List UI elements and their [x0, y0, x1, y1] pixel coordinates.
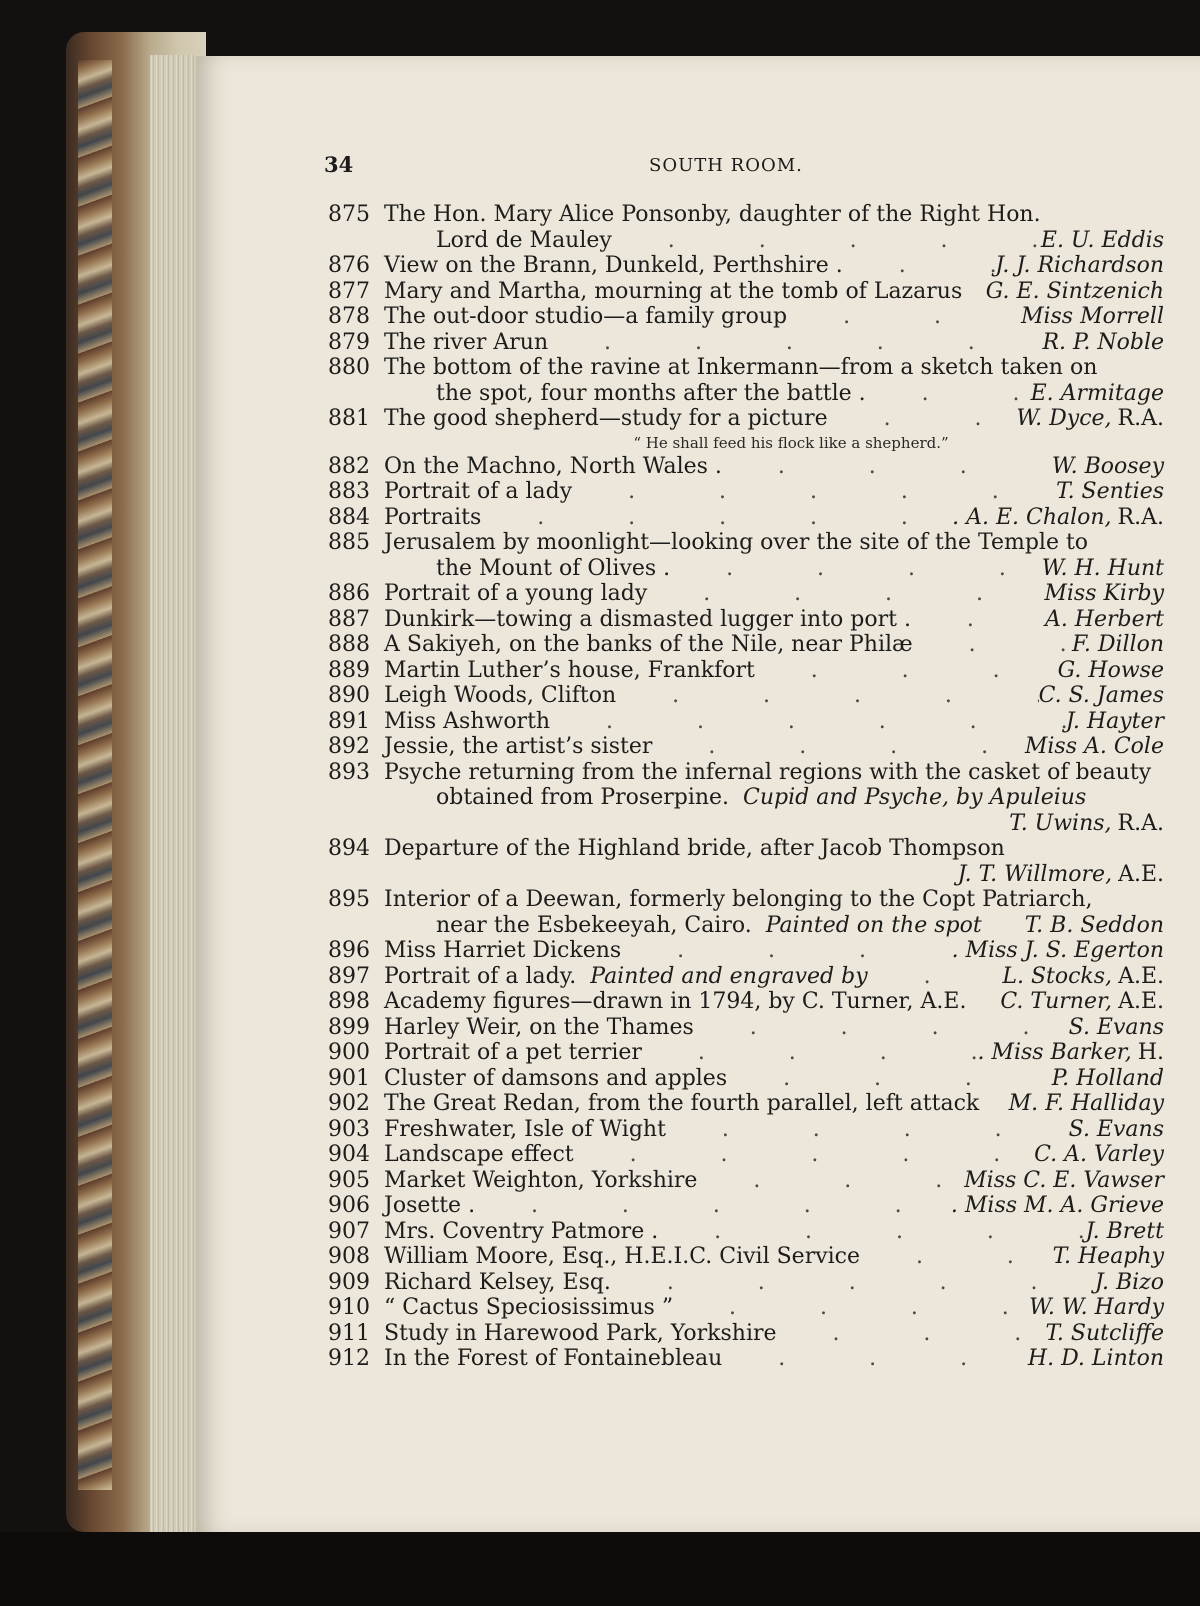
entry-line: [328, 1142, 1164, 1168]
entry-line: [328, 1321, 1164, 1347]
entry-title: Academy figures—drawn in 1794, by C. Turner, A.E.: [384, 989, 967, 1014]
entry-artist: Miss Morrell: [1020, 304, 1164, 329]
entry-line: [328, 505, 1164, 531]
entry-artist: . Miss M. A. Grieve: [950, 1193, 1164, 1218]
artist-distinction: R.A.: [1117, 406, 1164, 431]
entry-title: The good shepherd—study for a picture: [384, 406, 828, 431]
entry-title: Jessie, the artist’s sister: [384, 734, 653, 759]
leader-dots: [755, 658, 1058, 684]
entry-artist: Miss A. Cole: [1024, 734, 1164, 759]
catalogue-entry: [328, 304, 1164, 330]
entry-number: 908: [328, 1244, 370, 1269]
entry-title: Mrs. Coventry Patmore .: [384, 1218, 659, 1244]
catalogue-entry: [328, 1015, 1164, 1041]
leader-dots: [722, 1346, 1028, 1372]
entry-line: [328, 607, 1164, 633]
entry-number: 898: [328, 989, 370, 1014]
entry-line: [328, 1066, 1164, 1092]
entry-title: The Hon. Mary Alice Ponsonby, daughter of the Right Hon.: [384, 202, 1041, 227]
catalogue-entry: [328, 406, 1164, 454]
entry-title: The Great Redan, from the fourth parallel, left attack: [384, 1091, 980, 1116]
entry-title: Josette .: [384, 1193, 476, 1218]
leader-dots: [828, 406, 1017, 432]
catalogue-entry: [328, 709, 1164, 735]
entry-artist: J. Hayter: [1065, 708, 1164, 734]
leader-dots: [652, 734, 1024, 760]
entry-line: [328, 1193, 1164, 1219]
entry-title: Psyche returning from the infernal regions with the casket of beauty: [384, 759, 1152, 785]
catalogue-entry: [328, 279, 1164, 305]
entry-line: [328, 887, 1164, 913]
entry-number: 894: [328, 836, 370, 861]
leader-dots: [913, 632, 1072, 658]
entry-number: 881: [328, 406, 370, 431]
entry-number: 899: [328, 1014, 370, 1040]
entry-number: 885: [328, 530, 370, 555]
leader-dots: [612, 228, 1041, 254]
catalogue-entry: [328, 964, 1164, 990]
entry-number: 907: [328, 1218, 370, 1244]
catalogue-entry: [328, 1168, 1164, 1194]
entry-number: 910: [328, 1295, 370, 1320]
entry-line: [328, 683, 1164, 709]
entry-line: [328, 658, 1164, 684]
entry-title: “ Cactus Speciosissimus ”: [384, 1295, 674, 1320]
entry-line: [328, 734, 1164, 760]
entry-number: 880: [328, 355, 370, 380]
entry-artist: S. Evans: [1068, 1014, 1164, 1040]
catalogue-entry: [328, 1193, 1164, 1219]
entry-artist: T. Sutcliffe: [1045, 1320, 1164, 1346]
entry-artist: . Miss Barker,: [977, 1040, 1132, 1065]
catalogue-entry: [328, 760, 1164, 837]
artist-distinction: A.E.: [1118, 989, 1164, 1014]
background-shadow: [0, 1532, 1200, 1606]
artist-distinction: A.E.: [1118, 963, 1164, 989]
entry-line: [328, 581, 1164, 607]
leader-dots: [611, 1270, 1095, 1296]
leader-dots: [866, 381, 1031, 407]
catalogue-entry: [328, 607, 1164, 633]
leader-dots: [787, 304, 1021, 330]
leader-dots: [697, 1168, 964, 1194]
leader-dots: [647, 581, 1044, 607]
page-number: 34: [324, 152, 354, 177]
artist-distinction: R.A.: [1117, 810, 1164, 836]
entry-number: 889: [328, 657, 370, 683]
entry-line: [328, 406, 1164, 432]
entry-number: 895: [328, 887, 370, 912]
entry-line: [328, 785, 1164, 811]
leader-dots: [481, 505, 952, 531]
entry-line: [328, 304, 1164, 330]
entry-line: [328, 479, 1164, 505]
leader-dots: [727, 1066, 1052, 1092]
entry-title: Portrait of a pet terrier: [384, 1040, 642, 1065]
entry-line: [328, 1244, 1164, 1270]
artist-distinction: H.: [1137, 1040, 1164, 1065]
entry-number: 896: [328, 938, 370, 963]
entry-line: [328, 1040, 1164, 1066]
page-stack-edge: [150, 55, 198, 1535]
entry-line: [328, 454, 1164, 480]
catalogue-entry: [328, 836, 1164, 887]
entry-title: Miss Ashworth: [384, 708, 551, 734]
leader-dots: [722, 454, 1052, 480]
entry-number: 878: [328, 304, 370, 329]
entry-line: [328, 1091, 1164, 1117]
entry-title: Market Weighton, Yorkshire: [384, 1167, 698, 1193]
catalogue-entry: [328, 1270, 1164, 1296]
leader-dots: [621, 938, 951, 964]
catalogue-entry: [328, 1091, 1164, 1117]
leader-dots: [666, 1117, 1069, 1143]
entry-artist: [328, 811, 1164, 837]
entry-line: [328, 1219, 1164, 1245]
catalogue-entry: [328, 454, 1164, 480]
running-head: [324, 152, 864, 188]
entry-artist: Miss C. E. Vawser: [964, 1167, 1164, 1193]
entry-title: Study in Harewood Park, Yorkshire: [384, 1320, 777, 1346]
entry-line: [328, 913, 1164, 939]
entry-artist: C. A. Varley: [1034, 1142, 1164, 1167]
catalogue-entry: [328, 479, 1164, 505]
entry-number: 879: [328, 329, 370, 355]
artist-distinction: A.E.: [1118, 861, 1164, 887]
catalogue-entry: [328, 658, 1164, 684]
entry-line: [328, 556, 1164, 582]
entry-number: 883: [328, 479, 370, 504]
entry-number: 886: [328, 581, 370, 606]
entry-line: [328, 938, 1164, 964]
entry-artist: W. W. Hardy: [1029, 1295, 1164, 1320]
catalogue-entry: [328, 632, 1164, 658]
entry-artist: T. Heaphy: [1052, 1244, 1164, 1269]
entry-title: Portrait of a lady.: [384, 963, 577, 989]
entry-title-italic: Painted and engraved by: [590, 963, 868, 989]
entry-line: [328, 530, 1164, 556]
entry-artist: Miss Kirby: [1044, 581, 1164, 606]
entry-artist: . Miss J. S. Egerton: [951, 938, 1164, 963]
entry-artist: G. E. Sintzenich: [985, 278, 1164, 304]
entry-number: 893: [328, 759, 370, 785]
catalogue-entry: [328, 989, 1164, 1015]
catalogue-entry: [328, 330, 1164, 356]
entry-title: near the Esbekeeyah, Cairo.: [436, 912, 752, 938]
catalogue-entry: [328, 1244, 1164, 1270]
entry-line: [328, 1168, 1164, 1194]
entry-number: 882: [328, 453, 370, 479]
catalogue-entry: [328, 1040, 1164, 1066]
entry-artist: J. J. Richardson: [995, 253, 1164, 278]
entry-artist: T. B. Seddon: [1024, 912, 1164, 938]
leader-dots: [670, 556, 1042, 582]
entry-artist: R. P. Noble: [1042, 329, 1164, 355]
catalogue-entry: [328, 1219, 1164, 1245]
entry-artist: C. Turner,: [1000, 989, 1113, 1014]
leader-dots: [860, 1244, 1053, 1270]
entry-number: 903: [328, 1116, 370, 1142]
entry-title: the Mount of Olives .: [436, 555, 671, 581]
entry-number: 884: [328, 504, 370, 530]
catalogue-entry: [328, 202, 1164, 253]
entry-artist: S. Evans: [1068, 1116, 1164, 1142]
leader-dots: [673, 1295, 1029, 1321]
entry-title: A Sakiyeh, on the banks of the Nile, near Philæ: [384, 632, 913, 657]
leader-dots: [574, 1142, 1034, 1168]
leader-dots: [550, 709, 1066, 735]
entry-artist: F. Dillon: [1072, 632, 1164, 657]
entry-title: Landscape effect: [384, 1142, 574, 1167]
leader-dots: [911, 607, 1045, 633]
entry-number: 887: [328, 606, 370, 632]
catalogue-entry: [328, 530, 1164, 581]
leader-dots: [843, 253, 996, 279]
catalogue-entry: [328, 1321, 1164, 1347]
entry-number: 911: [328, 1320, 370, 1346]
entry-number: 905: [328, 1167, 370, 1193]
entry-artist: M. F. Halliday: [1008, 1091, 1164, 1116]
entry-title: Portrait of a lady: [384, 479, 573, 504]
entry-artist: . A. E. Chalon,: [952, 504, 1112, 530]
leader-dots: [572, 479, 1056, 505]
entry-artist: T. Senties: [1056, 479, 1164, 504]
leader-dots: [475, 1193, 951, 1219]
entry-title: In the Forest of Fontainebleau: [384, 1346, 723, 1371]
catalogue-entry: [328, 1142, 1164, 1168]
entry-line: [328, 989, 1164, 1015]
catalogue-entry: [328, 253, 1164, 279]
entry-artist: J. Bizo: [1094, 1269, 1164, 1295]
entry-title: Cluster of damsons and apples: [384, 1065, 728, 1091]
entry-title: Jerusalem by moonlight—looking over the site of the Temple to: [384, 530, 1089, 555]
leader-dots: [616, 683, 1038, 709]
catalogue-entries: [328, 202, 1164, 1372]
entry-number: 877: [328, 278, 370, 304]
section-title: SOUTH ROOM.: [649, 155, 803, 176]
entry-number: 902: [328, 1091, 370, 1116]
entry-line: [328, 964, 1164, 990]
entry-line: [328, 355, 1164, 381]
entry-number: 906: [328, 1193, 370, 1218]
leader-dots: [694, 1015, 1069, 1041]
entry-title: Harley Weir, on the Thames: [384, 1014, 694, 1040]
entry-artist-name: T. Uwins,: [1009, 810, 1112, 836]
entry-title: The river Arun: [384, 329, 549, 355]
entry-artist: [328, 862, 1164, 888]
entry-title-italic: Cupid and Psyche, by Apuleius: [743, 785, 1087, 810]
entry-number: 900: [328, 1040, 370, 1065]
entry-line: [328, 381, 1164, 407]
entry-number: 876: [328, 253, 370, 278]
artist-distinction: R.A.: [1117, 504, 1164, 530]
entry-title: The out-door studio—a family group: [384, 304, 788, 329]
entry-artist-name: J. T. Willmore,: [957, 861, 1113, 887]
entry-title: the spot, four months after the battle .: [436, 380, 866, 406]
catalogue-entry: [328, 505, 1164, 531]
entry-line: [328, 1346, 1164, 1372]
entry-number: 890: [328, 683, 370, 708]
entry-line: [328, 330, 1164, 356]
leader-dots: [658, 1219, 1085, 1245]
leader-dots: [548, 330, 1042, 356]
entry-number: 891: [328, 708, 370, 734]
entry-artist: W. Boosey: [1051, 453, 1164, 479]
catalogue-entry: [328, 734, 1164, 760]
entry-artist: L. Stocks,: [1002, 963, 1113, 989]
catalogue-entry: [328, 1295, 1164, 1321]
entry-title: View on the Brann, Dunkeld, Perthshire .: [384, 253, 843, 278]
entry-title: Portraits: [384, 504, 482, 530]
catalogue-entry: [328, 1066, 1164, 1092]
entry-title: Portrait of a young lady: [384, 581, 648, 606]
entry-artist: W. H. Hunt: [1041, 555, 1164, 581]
entry-number: 904: [328, 1142, 370, 1167]
entry-line: [328, 279, 1164, 305]
leader-dots: [962, 279, 986, 305]
entry-quotation: “ He shall feed his flock like a shepherd.”: [633, 433, 949, 452]
entry-title: Interior of a Deewan, formerly belonging to the Copt Patriarch,: [384, 887, 1093, 912]
entry-number: 888: [328, 632, 370, 657]
entry-line: [328, 202, 1164, 228]
entry-number: 892: [328, 734, 370, 759]
entry-number: 912: [328, 1346, 370, 1371]
entry-number: 897: [328, 963, 370, 989]
entry-line: [328, 760, 1164, 786]
entry-title: Lord de Mauley: [436, 227, 612, 253]
entry-title: Miss Harriet Dickens: [384, 938, 622, 963]
leader-dots: [777, 1321, 1046, 1347]
entry-artist: H. D. Linton: [1027, 1346, 1164, 1371]
catalogue-entry: [328, 1117, 1164, 1143]
entry-line: [328, 253, 1164, 279]
entry-artist: J. Brett: [1085, 1218, 1164, 1244]
entry-line: [328, 1117, 1164, 1143]
catalogue-entry: [328, 683, 1164, 709]
catalogue-entry: [328, 581, 1164, 607]
entry-title: Freshwater, Isle of Wight: [384, 1116, 666, 1142]
entry-title: William Moore, Esq., H.E.I.C. Civil Service: [384, 1244, 861, 1269]
entry-artist: C. S. James: [1038, 683, 1164, 708]
catalogue-entry: [328, 1346, 1164, 1372]
entry-artist: G. Howse: [1057, 657, 1164, 683]
entry-number: 901: [328, 1065, 370, 1091]
entry-title-italic: Painted on the spot: [765, 912, 982, 938]
entry-title: Dunkirk—towing a dismasted lugger into port .: [384, 606, 911, 632]
entry-title: Departure of the Highland bride, after Jacob Thompson: [384, 836, 1005, 861]
entry-artist: P. Holland: [1051, 1065, 1164, 1091]
leader-dots: [979, 1091, 1008, 1117]
leader-dots: [982, 913, 1025, 939]
entry-line: [328, 709, 1164, 735]
entry-line: [328, 1015, 1164, 1041]
leader-dots: [642, 1040, 978, 1066]
leader-dots: [868, 964, 1003, 990]
marbled-endpaper: [78, 60, 112, 1490]
catalogue-entry: [328, 938, 1164, 964]
entry-line: [328, 836, 1164, 862]
entry-line: [328, 1295, 1164, 1321]
entry-title: Mary and Martha, mourning at the tomb of Lazarus: [384, 278, 963, 304]
entry-number: 909: [328, 1269, 370, 1295]
entry-title: Martin Luther’s house, Frankfort: [384, 657, 755, 683]
entry-title: The bottom of the ravine at Inkermann—from a sketch taken on: [384, 355, 1098, 380]
entry-line: [328, 1270, 1164, 1296]
leader-dots: [966, 989, 1000, 1015]
entry-title: Richard Kelsey, Esq.: [384, 1269, 611, 1295]
entry-artist: E. U. Eddis: [1040, 227, 1164, 253]
entry-artist: A. Herbert: [1044, 606, 1164, 632]
catalogue-entry: [328, 887, 1164, 938]
entry-title: obtained from Proserpine.: [436, 785, 730, 810]
entry-title: On the Machno, North Wales .: [384, 453, 722, 479]
entry-line: [328, 632, 1164, 658]
entry-number: 875: [328, 202, 370, 227]
entry-artist: E. Armitage: [1030, 380, 1164, 406]
entry-title: Leigh Woods, Clifton: [384, 683, 617, 708]
catalogue-entry: [328, 355, 1164, 406]
entry-line: [328, 228, 1164, 254]
entry-artist: W. Dyce,: [1016, 406, 1112, 431]
